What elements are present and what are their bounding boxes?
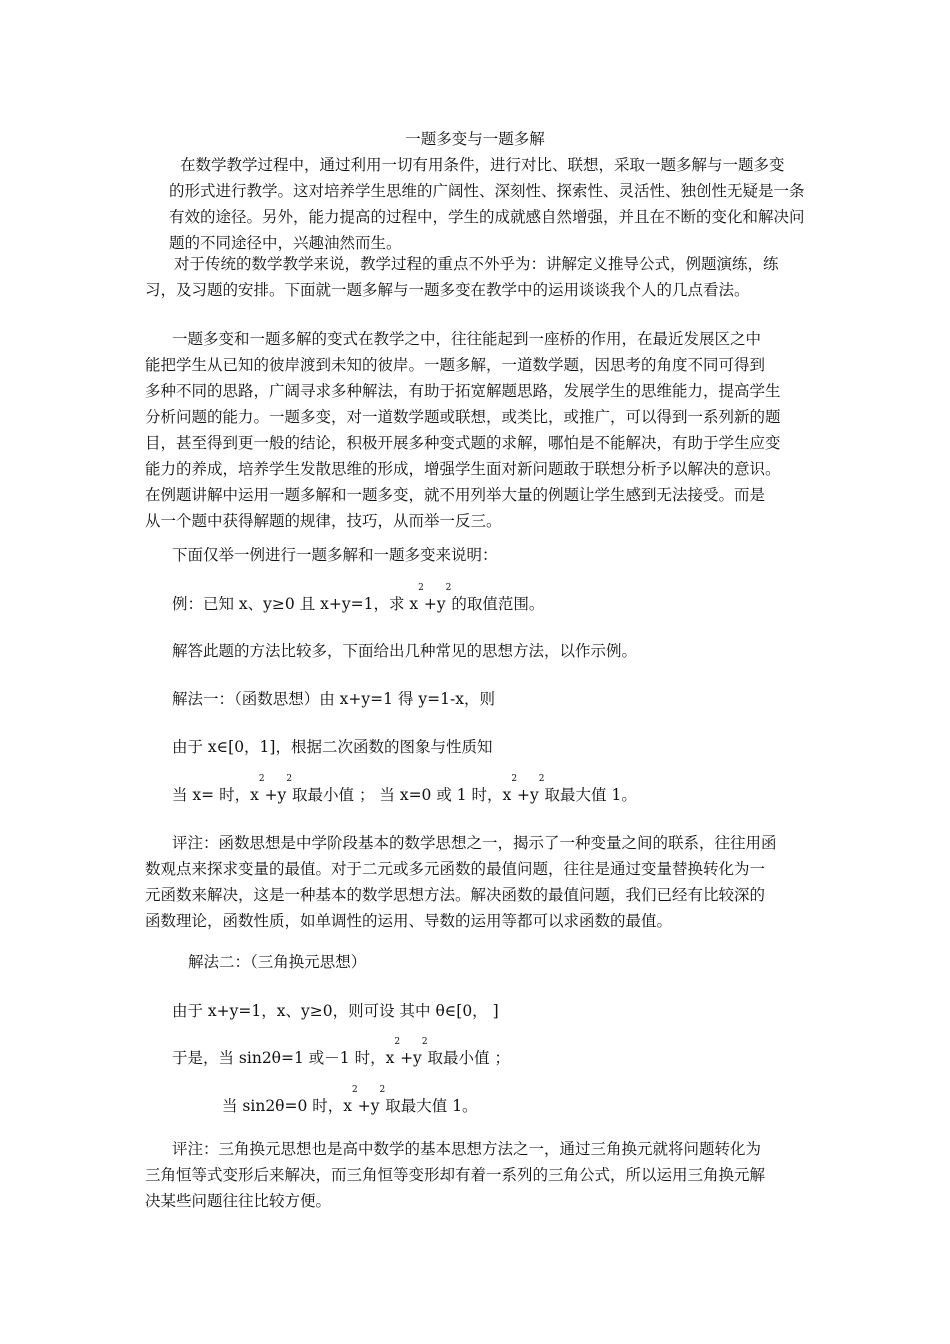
example-text: 的取值范围。: [451, 595, 545, 613]
text-line: 分析问题的能力。一题多变，对一道数学题或联想，或类比，或推广，可以得到一系列新的题: [145, 408, 781, 426]
text-line: 元函数来解决，这是一种基本的数学思想方法。解决函数的最值问题，我们已经有比较深的: [145, 886, 766, 904]
text-line: 多种不同的思路，广阔寻求多种解法，有助于拓宽解题思路，发展学生的思维能力，提高学生: [145, 382, 781, 400]
exponent: 2: [511, 774, 518, 784]
exponent: 2: [421, 1037, 428, 1047]
text-line: 数观点来探求变量的最值。对于二元或多元函数的最值问题，往往是通过变量替换转化为一: [145, 860, 766, 878]
methods-intro-line: 解答此题的方法比较多，下面给出几种常见的思想方法，以作示例。: [172, 642, 638, 660]
method1-text: +y: [264, 786, 287, 804]
text-line: 函数理论，函数性质，如单调性的运用、导数的运用等都可以求函数的最值。: [145, 912, 673, 930]
exponent: 2: [352, 1085, 358, 1095]
method2-text: 取最小值 ；: [427, 1049, 510, 1067]
method1-text: +y: [517, 786, 539, 804]
text-line: 评注：函数思想是中学阶段基本的数学思想之一，揭示了一种变量之间的联系，往往用函: [172, 834, 777, 852]
text-line: 一题多变和一题多解的变式在教学之中，往往能起到一座桥的作用，在最近发展区之中: [172, 330, 762, 348]
text-line: 的形式进行教学。这对培养学生思维的广阔性、深刻性、探索性、灵活性、独创性无疑是一条: [169, 182, 805, 200]
method1-domain-line: 由于 x∈[0，1]，根据二次函数的图象与性质知: [172, 738, 493, 756]
text-line: 有效的途径。另外，能力提高的过程中，学生的成就感自然增强，并且在不断的变化和解决问: [169, 208, 805, 226]
text-line: 决某些问题往往比较方便。: [145, 1192, 332, 1210]
paragraph-variations-bridge: [145, 326, 822, 534]
text-line: 题的不同途径中，兴趣油然而生。: [169, 234, 402, 252]
method2-min-line: [172, 1037, 822, 1071]
exponent: 2: [394, 1037, 401, 1047]
method2-text: 当 sin2θ=0 时，x: [222, 1097, 353, 1115]
exponent: 2: [418, 583, 424, 593]
text-line: 评注：三角换元思想也是高中数学的基本思想方法之一，通过三角换元就将问题转化为: [172, 1140, 762, 1158]
text-line: 习，及习题的安排。下面就一题多解与一题多变在教学中的运用谈谈我个人的几点看法。: [145, 281, 750, 299]
method2-text: 取最大值 1。: [385, 1097, 478, 1115]
method1-text: 当 x= 时，x: [172, 786, 259, 804]
comment2-paragraph: [145, 1136, 822, 1214]
exponent: 2: [379, 1085, 386, 1095]
intro-example-line: 下面仅举一例进行一题多解和一题多变来说明：: [172, 546, 498, 564]
exponent: 2: [538, 774, 545, 784]
method2-max-line: [222, 1085, 872, 1119]
example-statement: [172, 583, 822, 617]
text-line: 能力的养成，培养学生发散思维的形成，增强学生面对新问题敢于联想分析予以解决的意识。: [145, 460, 781, 478]
exponent: 2: [258, 774, 265, 784]
paragraph-traditional-teaching: [145, 251, 822, 303]
intro-paragraph: [169, 152, 822, 256]
method2-text: +y: [400, 1049, 422, 1067]
comment1-paragraph: [145, 830, 822, 934]
exponent: 2: [445, 583, 452, 593]
exponent: 2: [286, 774, 293, 784]
document-title: 一题多变与一题多解: [405, 130, 545, 148]
text-line: 能把学生从已知的彼岸渡到未知的彼岸。一题多解，一道数学题，因思考的角度不同可得到: [145, 356, 766, 374]
text-line: 在例题讲解中运用一题多解和一题多变，就不用列举大量的例题让学生感到无法接受。而是: [145, 486, 766, 504]
method1-result-line: [172, 774, 822, 808]
method1-text: 取最大值 1。: [544, 786, 637, 804]
text-line: 三角恒等式变形后来解决，而三角恒等变形却有着一系列的三角公式，所以运用三角换元解: [145, 1166, 766, 1184]
method1-heading: 解法一：（函数思想）由 x+y=1 得 y=1-x，则: [172, 690, 495, 708]
method2-substitution-line: 由于 x+y=1，x、y≥0，则可设 其中 θ∈[0， ]: [172, 1002, 499, 1020]
text-line: 对于传统的数学教学来说，教学过程的重点不外乎为：讲解定义推导公式，例题演练，练: [174, 255, 779, 273]
method2-text: 于是，当 sin2θ=1 或－1 时，x: [172, 1049, 395, 1067]
text-line: 在数学教学过程中，通过利用一切有用条件，进行对比、联想，采取一题多解与一题多变: [180, 156, 785, 174]
method1-text: 取最小值 ； 当 x=0 或 1 时，x: [292, 786, 512, 804]
method2-text: +y: [357, 1097, 380, 1115]
example-text: 例：已知 x、y≥0 且 x+y=1，求 x: [172, 595, 419, 613]
example-text: +y: [423, 595, 446, 613]
text-line: 从一个题中获得解题的规律，技巧，从而举一反三。: [145, 512, 502, 530]
method2-heading: 解法二：（三角换元思想）: [188, 953, 367, 971]
text-line: 目，甚至得到更一般的结论，积极开展多种变式题的求解，哪怕是不能解决，有助于学生应变: [145, 434, 781, 452]
